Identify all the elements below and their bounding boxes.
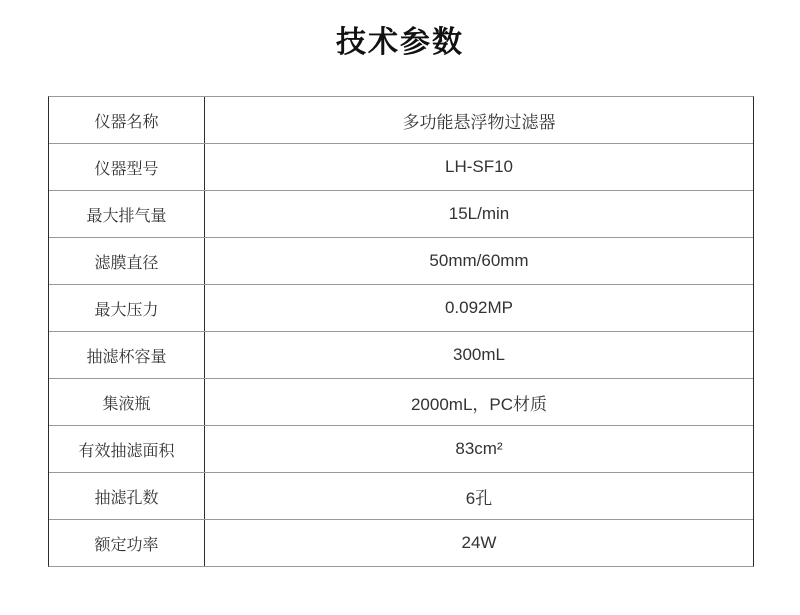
row-value: 多功能悬浮物过滤器 bbox=[402, 112, 556, 132]
row-label: 额定功率 bbox=[49, 520, 205, 566]
row-value: LH-SF10 bbox=[444, 157, 514, 176]
row-value: 15L/min bbox=[448, 204, 510, 223]
row-label: 有效抽滤面积 bbox=[49, 426, 205, 472]
row-label: 滤膜直径 bbox=[49, 238, 205, 284]
table-row bbox=[49, 97, 753, 144]
row-value: 6孔 bbox=[465, 488, 493, 508]
table-row bbox=[49, 238, 753, 285]
table-row bbox=[49, 379, 753, 426]
row-label: 集液瓶 bbox=[49, 379, 205, 425]
row-value: 83cm² bbox=[455, 439, 503, 458]
row-value: 24W bbox=[461, 533, 497, 552]
table-row bbox=[49, 285, 753, 332]
row-label: 仪器名称 bbox=[49, 97, 205, 143]
spec-table bbox=[48, 96, 754, 567]
row-label: 最大排气量 bbox=[49, 191, 205, 237]
row-label: 抽滤孔数 bbox=[49, 473, 205, 519]
row-value: 300mL bbox=[453, 345, 505, 364]
table-row bbox=[49, 144, 753, 191]
table-row bbox=[49, 426, 753, 473]
row-value: 2000mL，PC材质 bbox=[410, 394, 548, 414]
row-value: 0.092MP bbox=[444, 298, 514, 317]
row-label: 最大压力 bbox=[49, 285, 205, 331]
row-value: 50mm/60mm bbox=[429, 251, 529, 270]
table-row bbox=[49, 473, 753, 520]
row-label: 仪器型号 bbox=[49, 144, 205, 190]
page-title: 技术参数 bbox=[336, 26, 464, 59]
table-row bbox=[49, 520, 753, 566]
table-row bbox=[49, 191, 753, 238]
table-row bbox=[49, 332, 753, 379]
row-label: 抽滤杯容量 bbox=[49, 332, 205, 378]
